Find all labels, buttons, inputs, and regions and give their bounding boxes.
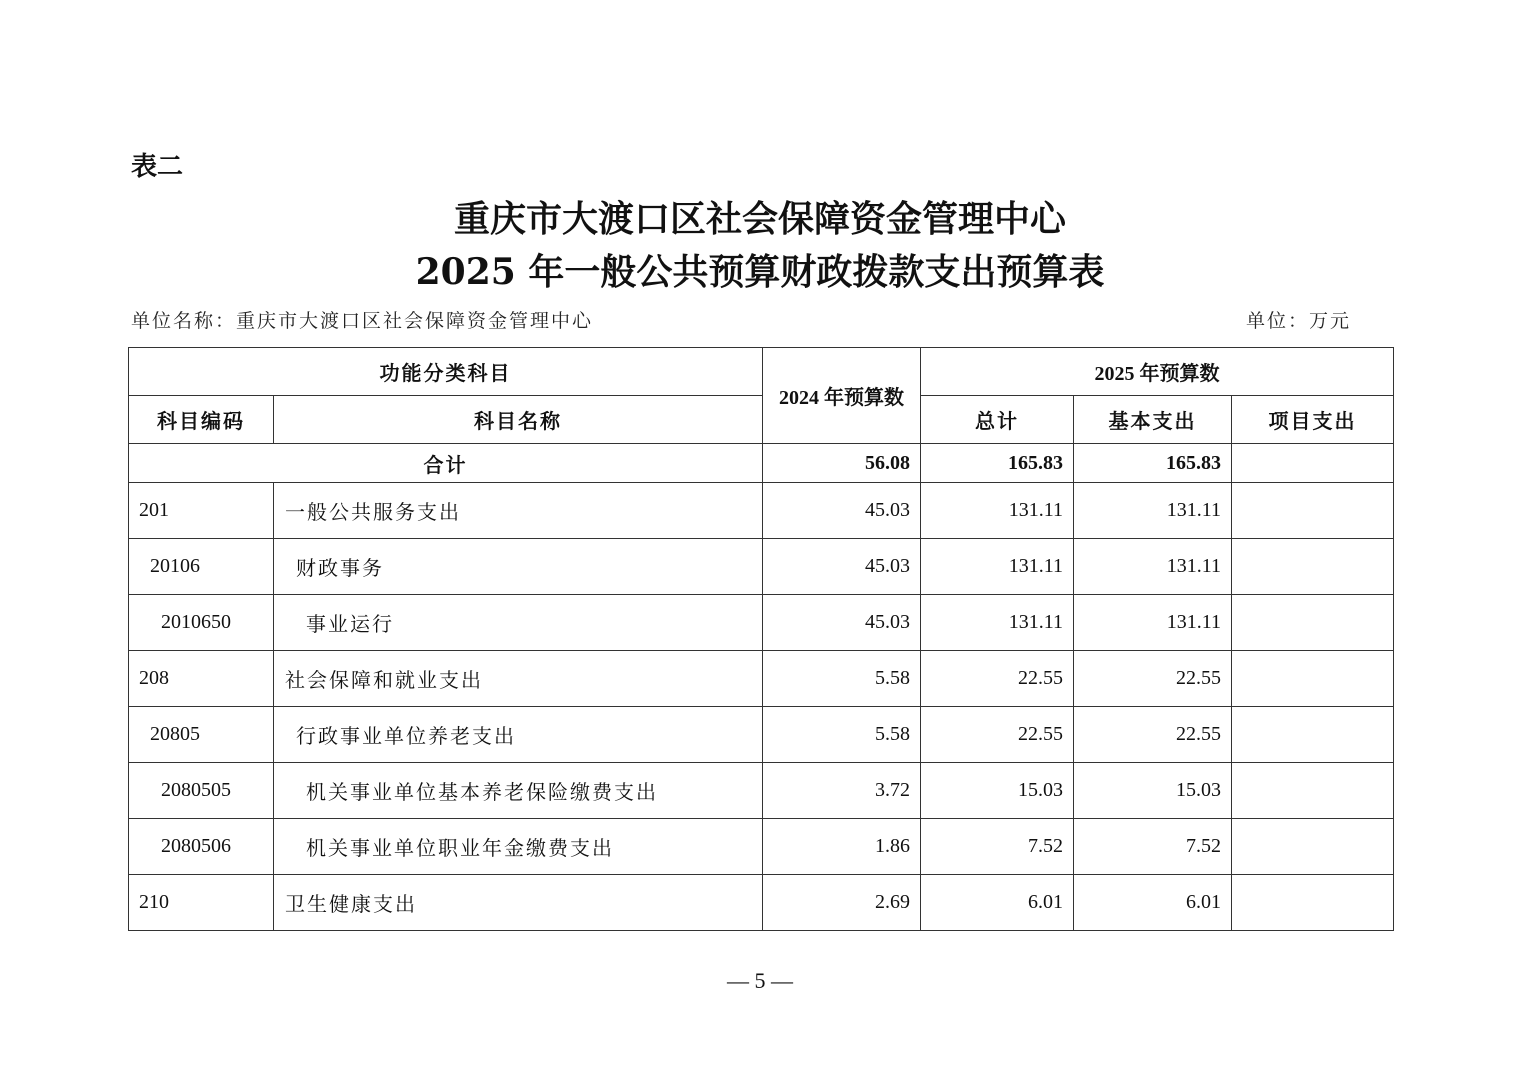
row-basic: 131.11: [1074, 483, 1232, 539]
row-total: 131.11: [921, 483, 1074, 539]
row-total: 7.52: [921, 819, 1074, 875]
total-total: 165.83: [921, 444, 1074, 483]
row-name: 一般公共服务支出: [274, 483, 763, 539]
row-code: 2080506: [129, 819, 274, 875]
total-b2024: 56.08: [763, 444, 921, 483]
row-b2024: 2.69: [763, 875, 921, 931]
page-title: 重庆市大渡口区社会保障资金管理中心: [453, 198, 1066, 240]
row-code: 2080505: [129, 763, 274, 819]
row-name: 事业运行: [274, 595, 763, 651]
header-func-class: 功能分类科目: [129, 348, 763, 396]
table-row: [129, 763, 1394, 819]
row-name: 社会保障和就业支出: [274, 651, 763, 707]
header-budget-2024: 2024 年预算数: [763, 348, 921, 444]
row-basic: 22.55: [1074, 707, 1232, 763]
row-b2024: 3.72: [763, 763, 921, 819]
row-name: 行政事业单位养老支出: [274, 707, 763, 763]
header-name: 科目名称: [274, 396, 763, 444]
row-code: 2010650: [129, 595, 274, 651]
row-total: 131.11: [921, 539, 1074, 595]
row-b2024: 1.86: [763, 819, 921, 875]
header-row-top: [129, 348, 1394, 396]
row-basic: 22.55: [1074, 651, 1232, 707]
row-total: 22.55: [921, 707, 1074, 763]
table-row: [129, 707, 1394, 763]
unit-label: 单位：万元: [1246, 310, 1352, 332]
total-project: [1232, 444, 1394, 483]
page-number: — 5 —: [727, 968, 793, 993]
table-row: [129, 875, 1394, 931]
row-name: 财政事务: [274, 539, 763, 595]
table-row: [129, 819, 1394, 875]
row-total: 131.11: [921, 595, 1074, 651]
row-project: [1232, 483, 1394, 539]
header-total: 总计: [921, 396, 1074, 444]
row-basic: 131.11: [1074, 539, 1232, 595]
row-project: [1232, 539, 1394, 595]
row-project: [1232, 651, 1394, 707]
unit-name: 单位名称：重庆市大渡口区社会保障资金管理中心: [131, 310, 594, 332]
row-total: 15.03: [921, 763, 1074, 819]
total-label: 合计: [129, 444, 763, 483]
row-b2024: 5.58: [763, 651, 921, 707]
row-project: [1232, 819, 1394, 875]
row-basic: 15.03: [1074, 763, 1232, 819]
header-row-bottom: [129, 396, 1394, 444]
row-total: 6.01: [921, 875, 1074, 931]
row-project: [1232, 763, 1394, 819]
total-row: [129, 444, 1394, 483]
budget-table: [128, 347, 1394, 931]
row-name: 机关事业单位基本养老保险缴费支出: [274, 763, 763, 819]
row-name: 卫生健康支出: [274, 875, 763, 931]
row-code: 201: [129, 483, 274, 539]
header-project: 项目支出: [1232, 396, 1394, 444]
header-basic: 基本支出: [1074, 396, 1232, 444]
row-code: 208: [129, 651, 274, 707]
row-b2024: 45.03: [763, 483, 921, 539]
row-b2024: 45.03: [763, 595, 921, 651]
row-total: 22.55: [921, 651, 1074, 707]
row-code: 20805: [129, 707, 274, 763]
row-project: [1232, 875, 1394, 931]
row-project: [1232, 595, 1394, 651]
header-code: 科目编码: [129, 396, 274, 444]
table-row: [129, 483, 1394, 539]
row-b2024: 5.58: [763, 707, 921, 763]
row-basic: 131.11: [1074, 595, 1232, 651]
page-subtitle: 2025 年一般公共预算财政拨款支出预算表: [415, 251, 1105, 293]
table-row: [129, 595, 1394, 651]
total-basic: 165.83: [1074, 444, 1232, 483]
row-code: 210: [129, 875, 274, 931]
row-basic: 6.01: [1074, 875, 1232, 931]
row-basic: 7.52: [1074, 819, 1232, 875]
table-label: 表二: [131, 152, 184, 182]
row-name: 机关事业单位职业年金缴费支出: [274, 819, 763, 875]
row-project: [1232, 707, 1394, 763]
table-row: [129, 539, 1394, 595]
header-budget-2025: 2025 年预算数: [921, 348, 1394, 396]
row-code: 20106: [129, 539, 274, 595]
row-b2024: 45.03: [763, 539, 921, 595]
table-row: [129, 651, 1394, 707]
